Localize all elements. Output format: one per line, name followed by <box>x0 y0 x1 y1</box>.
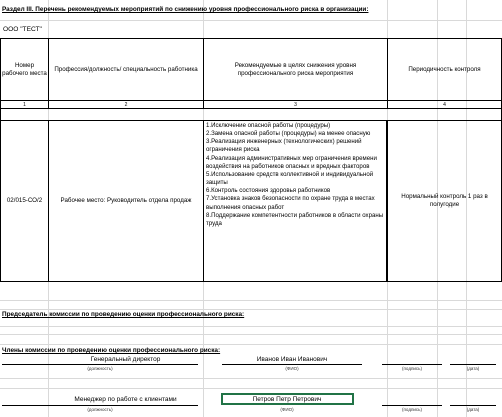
gridline <box>0 309 502 310</box>
header-periodicity[interactable]: Периодичность контроля <box>387 38 502 101</box>
caption-position: (должность) <box>87 407 113 412</box>
measure-item: 8.Поддержание компетентности работников в области охраны труда <box>206 211 384 227</box>
cell-workplace-no[interactable]: 02/015-СО/2 <box>0 120 49 282</box>
cell-periodicity[interactable]: Нормальный контроль 1 раз в полугодие <box>387 120 502 282</box>
measure-item: 4.Реализация административных мер ограничения времени воздействия на работников опасных и вредных факторов <box>206 154 377 170</box>
caption-signature: (подпись) <box>401 407 422 412</box>
gridline <box>0 334 502 335</box>
gridline <box>0 326 502 327</box>
header-position[interactable]: Профессия/должность/ специальность работника <box>48 38 204 101</box>
header-measures[interactable]: Рекомендуемые в целях снижения уровня профессионального риска мероприятия <box>203 38 388 101</box>
org-name: ООО "ТЕСТ" <box>3 26 42 33</box>
signature-line <box>382 364 442 365</box>
measure-item: 1.Исключение опасной работы (процедуры) <box>206 122 331 129</box>
gridline <box>0 378 502 379</box>
gridline <box>0 300 502 301</box>
caption-name: (ФИО) <box>280 407 294 412</box>
member-position[interactable]: Генеральный директор <box>90 356 161 363</box>
section-title: Раздел III. Перечень рекомендуемых мероприятий по снижению уровня профессионального риска в организации: <box>2 6 369 13</box>
col-number-4[interactable]: 4 <box>387 100 502 109</box>
caption-signature: (подпись) <box>401 366 422 371</box>
chairman-label: Председатель комиссии по проведению оценки профессионального риска: <box>2 311 245 318</box>
col-number-1[interactable]: 1 <box>0 100 49 109</box>
col-number-3[interactable]: 3 <box>203 100 388 109</box>
measure-item: 2.Замена опасной работы (процедуры) на менее опасную <box>206 130 371 138</box>
signature-line <box>382 405 442 406</box>
signature-line <box>222 364 362 365</box>
cell-position[interactable]: Рабочее место: Руководитель отдела продаж <box>48 120 204 282</box>
measure-item: 5.Использование средств коллективной и индивидуальной защиты <box>206 170 374 187</box>
caption-position: (должность) <box>87 366 113 371</box>
caption-name: (ФИО) <box>285 366 299 371</box>
measure-item: 6.Контроль состояния здоровья работников <box>206 187 331 195</box>
members-label: Члены комиссии по проведению оценки профессионального риска: <box>2 347 221 354</box>
signature-line <box>450 405 496 406</box>
gridline <box>0 20 502 21</box>
measure-item: 7.Установка знаков безопасности по охране труда в местах выполнения опасных работ <box>206 195 375 211</box>
signature-line <box>2 405 198 406</box>
gridline <box>0 344 502 345</box>
col-number-2[interactable]: 2 <box>48 100 204 109</box>
caption-date: (дата) <box>466 366 480 371</box>
header-workplace-no[interactable]: Номер рабочего места <box>0 38 49 101</box>
gridline <box>0 388 502 389</box>
measure-item: 3.Реализация инженерных (технологических) решений ограничения риска <box>206 138 362 154</box>
member-position[interactable]: Менеджер по работе с клиентами <box>74 396 177 403</box>
member-name[interactable]: Петров Петр Петрович <box>252 396 322 403</box>
caption-date: (дата) <box>466 407 480 412</box>
signature-line <box>2 364 198 365</box>
signature-line <box>450 364 496 365</box>
cell-measures[interactable] <box>203 120 387 282</box>
member-name[interactable]: Иванов Иван Иванович <box>256 356 328 363</box>
